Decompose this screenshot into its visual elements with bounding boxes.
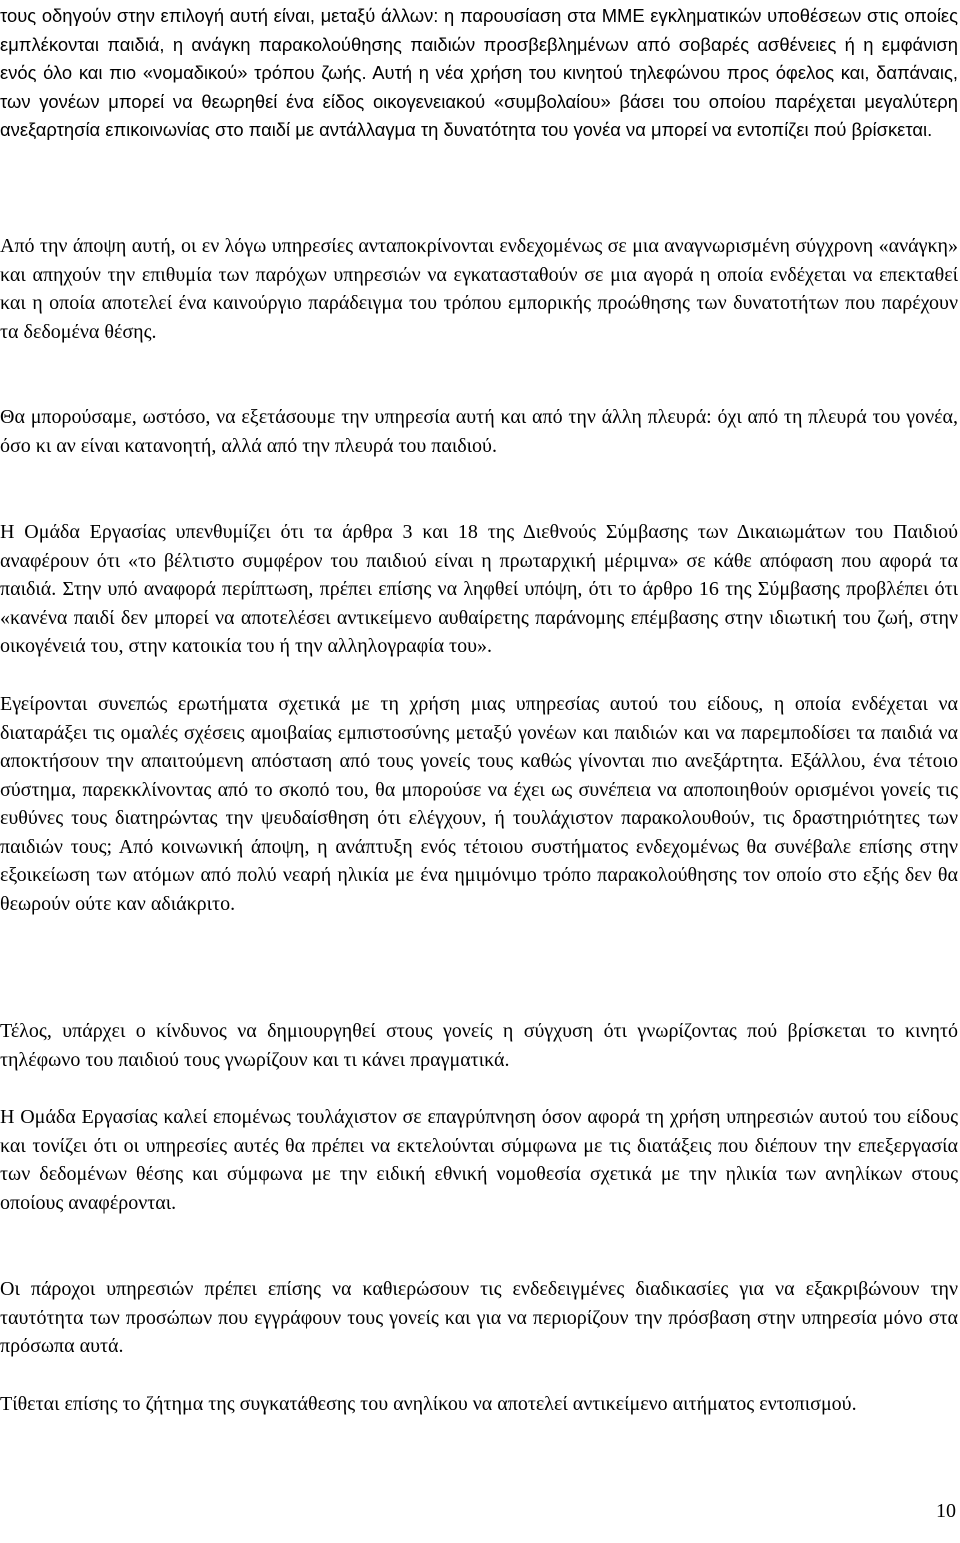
paragraph-8 — [0, 1275, 958, 1361]
paragraph-3-text: Θα μπορούσαμε, ωστόσο, να εξετάσουμε την υπηρεσία αυτή και από την άλλη πλευρά: όχι από τη πλευρά του γονέα, όσο κι αν είναι κατανοητή, αλλά από την πλευρά του παιδιού. — [0, 406, 958, 457]
paragraph-9 — [0, 1390, 958, 1419]
paragraph-1 — [0, 2, 958, 145]
paragraph-7 — [0, 1103, 958, 1217]
paragraph-4-text: Η Ομάδα Εργασίας υπενθυμίζει ότι τα άρθρα 3 και 18 της Διεθνούς Σύμβασης των Δικαιωμάτων του Παιδιού αναφέρουν ότι «το βέλτιστο συμφέρον του παιδιού είναι η πρωταρχική μέριμνα» σε κάθε απόφαση που αφορά τα παιδιά. Στην υπό αναφορά περίπτωση, πρέπει επίσης να ληφθεί υπόψη, ότι το άρθρο 16 της Σύμβασης προβλέπει ότι «κανένα παιδί δεν μπορεί να αποτελέσει αντικείμενο αυθαίρετης παράνομης επέμβασης στην ιδιωτική του ζωή, στην οικογένειά του, στην κατοικία του ή την αλληλογραφία του». — [0, 521, 958, 657]
page-number: 10 — [936, 1500, 956, 1522]
paragraph-2 — [0, 232, 958, 346]
paragraph-5 — [0, 690, 958, 918]
paragraph-5-text: Εγείρονται συνεπώς ερωτήματα σχετικά με τη χρήση μιας υπηρεσίας αυτού του είδους, η οποία ενδέχεται να διαταράξει τις ομαλές σχέσεις αμοιβαίας εμπιστοσύνης μεταξύ γονέων και παιδιών και να παρεμποδίσει τα παιδιά να αποκτήσουν την απαιτούμενη απόσταση από τους γονείς τους καθώς γίνονται πιο ανεξάρτητα. Εξάλλου, ένα τέτοιο σύστημα, παρεκκλίνοντας από το σκοπό του, θα μπορούσε να έχει ως συνέπεια να αποποιηθούν ορισμένοι γονείς τις ευθύνες τους διατηρώντας την ψευδαίσθηση ότι ελέγχουν, ή τουλάχιστον παρακολουθούν, τις δραστηριότητες των παιδιών τους; Από κοινωνική άποψη, η ανάπτυξη ενός τέτοιου συστήματος ενδεχομένως θα συνέβαλε επίσης στην εξοικείωση των ατόμων από πολύ νεαρή ηλικία με ένα ημιμόνιμο τρόπο παρακολούθησης τον οποίο στο εξής δεν θα θεωρούν ούτε καν αδιάκριτο. — [0, 693, 958, 915]
paragraph-1-part-2: Αυτή η νέα χρήση του κινητού τηλεφώνου προς όφελος και, δαπάναις, των γονέων μπορεί να θεωρηθεί ένα είδος οικογενειακού «συμβολαίου» βάσει του οποίου παρέχεται μεγαλύτερη ανεξαρτησία επικοινωνίας στο παιδί με αντάλλαγμα τη δυνατότητα του γονέα να μπορεί να εντοπίζει πού βρίσκεται. — [0, 62, 958, 140]
paragraph-1-part-1: τους οδηγούν στην επιλογή αυτή είναι, μεταξύ άλλων: η παρουσίαση στα ΜΜΕ εγκληματικών υποθέσεων στις οποίες εμπλέκονται παιδιά, η ανάγκη παρακολούθησης παιδιών προσβεβλημένων από σοβαρές ασθένειες ή η εμφάνιση ενός όλο και πιο «νομαδικού» τρόπου ζωής. — [0, 5, 958, 83]
paragraph-8-text: Οι πάροχοι υπηρεσιών πρέπει επίσης να καθιερώσουν τις ενδεδειγμένες διαδικασίες για να εξακριβώνουν την ταυτότητα των προσώπων που εγγράφουν τους γονείς και για να περιορίζουν την πρόσβαση στην υπηρεσία μόνο στα πρόσωπα αυτά. — [0, 1278, 958, 1357]
paragraph-6 — [0, 1017, 958, 1074]
paragraph-3 — [0, 403, 958, 460]
paragraph-6-text: Τέλος, υπάρχει ο κίνδυνος να δημιουργηθεί στους γονείς η σύγχυση ότι γνωρίζοντας πού βρίσκεται το κινητό τηλέφωνο του παιδιού τους γνωρίζουν και τι κάνει πραγματικά. — [0, 1020, 958, 1071]
paragraph-9-text: Τίθεται επίσης το ζήτημα της συγκατάθεσης του ανηλίκου να αποτελεί αντικείμενο αιτήματος εντοπισμού. — [0, 1393, 857, 1415]
paragraph-4 — [0, 518, 958, 661]
paragraph-2-text: Από την άποψη αυτή, οι εν λόγω υπηρεσίες ανταποκρίνονται ενδεχομένως σε μια αναγνωρισμένη σύγχρονη «ανάγκη» και απηχούν την επιθυμία των παρόχων υπηρεσιών να εγκατασταθούν σε μια αγορά η οποία ενδέχεται να επεκταθεί και η οποία αποτελεί ένα καινούργιο παράδειγμα του τρόπου εμπορικής προώθησης των δυνατοτήτων που παρέχουν τα δεδομένα θέσης. — [0, 235, 958, 343]
paragraph-7-text: Η Ομάδα Εργασίας καλεί επομένως τουλάχιστον σε επαγρύπνηση όσον αφορά τη χρήση υπηρεσιών αυτού του είδους και τονίζει ότι οι υπηρεσίες αυτές θα πρέπει να εκτελούνται σύμφωνα με τις διατάξεις που διέπουν την επεξεργασία των δεδομένων θέσης και σύμφωνα με την ειδική εθνική νομοθεσία σχετικά με την ηλικία των ανηλίκων στους οποίους αναφέρονται. — [0, 1106, 958, 1214]
